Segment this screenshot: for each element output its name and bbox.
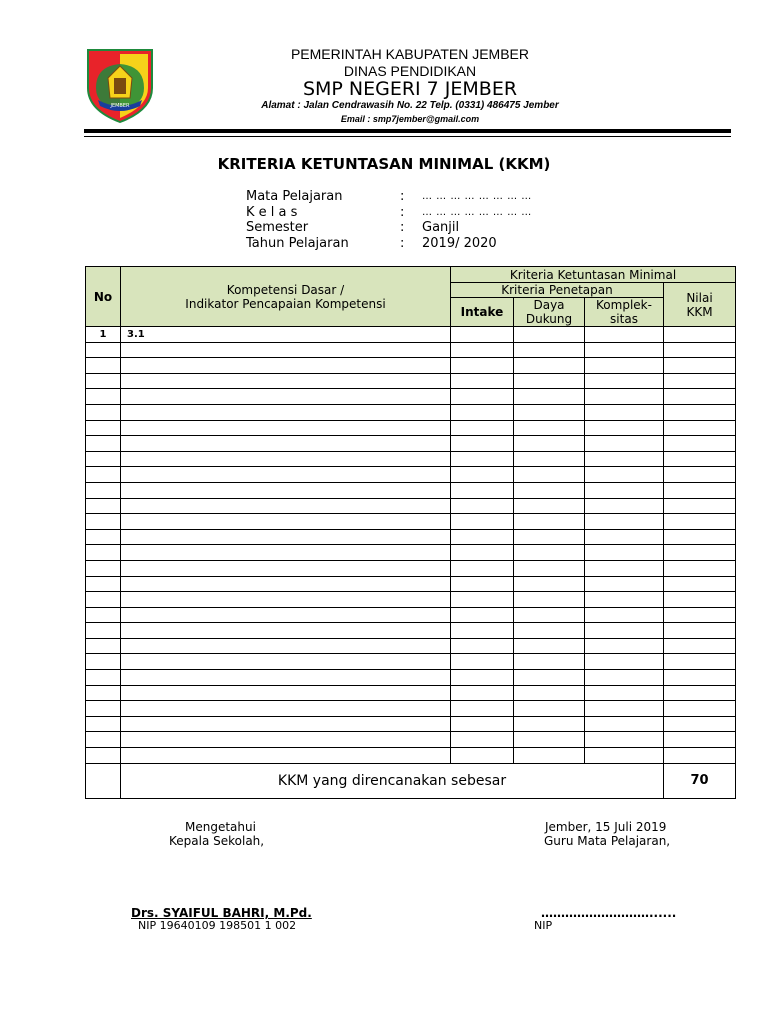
row-no-cell bbox=[86, 732, 121, 748]
row-daya-cell[interactable] bbox=[514, 514, 585, 530]
row-nilai-cell[interactable] bbox=[664, 420, 736, 436]
principal-role: Kepala Sekolah, bbox=[169, 834, 265, 848]
row-nilai-cell[interactable] bbox=[664, 436, 736, 452]
row-intake-cell[interactable] bbox=[451, 467, 514, 483]
row-kd-cell bbox=[121, 545, 451, 561]
table-row bbox=[86, 514, 736, 530]
row-no-cell bbox=[86, 560, 121, 576]
row-daya-cell[interactable] bbox=[514, 670, 585, 686]
row-no-cell: 1 bbox=[86, 327, 121, 343]
row-intake-cell[interactable] bbox=[451, 327, 514, 343]
row-intake-cell[interactable] bbox=[451, 342, 514, 358]
row-no-cell bbox=[86, 592, 121, 608]
info-label: K e l a s bbox=[246, 205, 298, 220]
row-no-cell bbox=[86, 373, 121, 389]
table-row bbox=[86, 482, 736, 498]
teacher-name-blank: ………………………...... bbox=[541, 906, 677, 920]
info-colon: : bbox=[400, 189, 405, 204]
header-divider-thick bbox=[84, 129, 731, 133]
row-kompleks-cell[interactable] bbox=[585, 732, 664, 748]
row-no-cell bbox=[86, 529, 121, 545]
row-kompleks-cell[interactable] bbox=[585, 358, 664, 374]
row-kd-cell bbox=[121, 529, 451, 545]
table-row bbox=[86, 560, 736, 576]
row-intake-cell[interactable] bbox=[451, 716, 514, 732]
row-nilai-cell[interactable] bbox=[664, 670, 736, 686]
row-kd-cell bbox=[121, 451, 451, 467]
row-kompleks-cell[interactable] bbox=[585, 373, 664, 389]
jember-regency-logo bbox=[86, 48, 154, 124]
row-kompleks-cell[interactable] bbox=[585, 623, 664, 639]
row-daya-cell[interactable] bbox=[514, 701, 585, 717]
row-no-cell bbox=[86, 342, 121, 358]
row-daya-cell[interactable] bbox=[514, 498, 585, 514]
row-kompleks-cell[interactable] bbox=[585, 685, 664, 701]
row-no-cell bbox=[86, 545, 121, 561]
row-kompleks-cell[interactable] bbox=[585, 545, 664, 561]
document-title: KRITERIA KETUNTASAN MINIMAL (KKM) bbox=[217, 155, 551, 173]
school-name: SMP NEGERI 7 JEMBER bbox=[302, 78, 518, 100]
row-kd-cell bbox=[121, 748, 451, 764]
row-no-cell bbox=[86, 451, 121, 467]
row-kompleks-cell[interactable] bbox=[585, 638, 664, 654]
row-no-cell bbox=[86, 436, 121, 452]
row-intake-cell[interactable] bbox=[451, 420, 514, 436]
row-kd-cell bbox=[121, 701, 451, 717]
row-daya-cell[interactable] bbox=[514, 607, 585, 623]
department-name: DINAS PENDIDIKAN bbox=[343, 63, 477, 79]
row-kompleks-cell[interactable] bbox=[585, 576, 664, 592]
row-kd-cell bbox=[121, 373, 451, 389]
row-kd-cell bbox=[121, 576, 451, 592]
info-label: Tahun Pelajaran bbox=[246, 236, 349, 251]
col-kompleks-line2: sitas bbox=[610, 312, 638, 326]
row-kompleks-cell[interactable] bbox=[585, 482, 664, 498]
teacher-role: Guru Mata Pelajaran, bbox=[544, 834, 671, 848]
row-kompleks-cell[interactable] bbox=[585, 748, 664, 764]
row-daya-cell[interactable] bbox=[514, 327, 585, 343]
kkm-group-header: Kriteria Ketuntasan Minimal bbox=[451, 267, 736, 283]
principal-nip: NIP 19640109 198501 1 002 bbox=[138, 919, 297, 932]
row-no-cell bbox=[86, 685, 121, 701]
teacher-nip: NIP bbox=[534, 919, 553, 932]
row-intake-cell[interactable] bbox=[451, 638, 514, 654]
row-kd-cell bbox=[121, 467, 451, 483]
col-daya-line2: Dukung bbox=[525, 312, 573, 326]
row-daya-cell[interactable] bbox=[514, 732, 585, 748]
table-row bbox=[86, 498, 736, 514]
row-intake-cell[interactable] bbox=[451, 514, 514, 530]
table-row bbox=[86, 545, 736, 561]
row-daya-cell[interactable] bbox=[514, 623, 585, 639]
info-label: Semester bbox=[246, 220, 309, 235]
row-no-cell bbox=[86, 638, 121, 654]
row-kompleks-cell[interactable] bbox=[585, 327, 664, 343]
row-nilai-cell[interactable] bbox=[664, 654, 736, 670]
row-no-cell bbox=[86, 748, 121, 764]
row-nilai-cell[interactable] bbox=[664, 732, 736, 748]
row-daya-cell[interactable] bbox=[514, 451, 585, 467]
row-nilai-cell[interactable] bbox=[664, 560, 736, 576]
info-colon: : bbox=[400, 220, 405, 235]
row-no-cell bbox=[86, 498, 121, 514]
row-daya-cell[interactable] bbox=[514, 389, 585, 405]
place-date: Jember, 15 Juli 2019 bbox=[545, 820, 667, 834]
row-nilai-cell[interactable] bbox=[664, 623, 736, 639]
row-kd-cell bbox=[121, 685, 451, 701]
row-no-cell bbox=[86, 389, 121, 405]
summary-value: 70 bbox=[664, 763, 736, 798]
table-row bbox=[86, 654, 736, 670]
row-no-cell bbox=[86, 716, 121, 732]
col-kd-header-line2: Indikator Pencapaian Kompetensi bbox=[185, 296, 386, 311]
row-kd-cell bbox=[121, 623, 451, 639]
row-kompleks-cell[interactable] bbox=[585, 514, 664, 530]
row-kompleks-cell[interactable] bbox=[585, 420, 664, 436]
row-kd-cell bbox=[121, 404, 451, 420]
row-kd-cell bbox=[121, 389, 451, 405]
row-intake-cell[interactable] bbox=[451, 670, 514, 686]
row-nilai-cell[interactable] bbox=[664, 342, 736, 358]
row-nilai-cell[interactable] bbox=[664, 576, 736, 592]
row-daya-cell[interactable] bbox=[514, 685, 585, 701]
row-daya-cell[interactable] bbox=[514, 404, 585, 420]
row-intake-cell[interactable] bbox=[451, 436, 514, 452]
row-nilai-cell[interactable] bbox=[664, 701, 736, 717]
row-nilai-cell[interactable] bbox=[664, 451, 736, 467]
row-no-cell bbox=[86, 482, 121, 498]
table-row bbox=[86, 358, 736, 374]
row-no-cell bbox=[86, 514, 121, 530]
row-daya-cell[interactable] bbox=[514, 638, 585, 654]
row-intake-cell[interactable] bbox=[451, 404, 514, 420]
row-kd-cell bbox=[121, 654, 451, 670]
table-row bbox=[86, 623, 736, 639]
row-nilai-cell[interactable] bbox=[664, 638, 736, 654]
row-daya-cell[interactable] bbox=[514, 654, 585, 670]
table-row bbox=[86, 685, 736, 701]
row-intake-cell[interactable] bbox=[451, 482, 514, 498]
row-nilai-cell[interactable] bbox=[664, 607, 736, 623]
table-row bbox=[86, 420, 736, 436]
row-nilai-cell[interactable] bbox=[664, 529, 736, 545]
table-row bbox=[86, 467, 736, 483]
row-kd-cell bbox=[121, 436, 451, 452]
col-daya-line1: Daya bbox=[533, 298, 565, 312]
summary-row bbox=[86, 763, 736, 798]
row-kompleks-cell[interactable] bbox=[585, 701, 664, 717]
row-daya-cell[interactable] bbox=[514, 436, 585, 452]
row-nilai-cell[interactable] bbox=[664, 514, 736, 530]
row-kd-cell bbox=[121, 638, 451, 654]
col-kd-header-line1: Kompetensi Dasar / bbox=[226, 282, 345, 297]
table-row bbox=[86, 576, 736, 592]
school-address: Alamat : Jalan Cendrawasih No. 22 Telp. (0331) 486475 Jember bbox=[261, 100, 559, 111]
table-row bbox=[86, 748, 736, 764]
col-kd-header bbox=[121, 267, 451, 327]
row-kd-cell bbox=[121, 716, 451, 732]
row-kompleks-cell[interactable] bbox=[585, 607, 664, 623]
row-no-cell bbox=[86, 576, 121, 592]
table-row bbox=[86, 638, 736, 654]
row-nilai-cell[interactable] bbox=[664, 389, 736, 405]
criteria-group-header: Kriteria Penetapan bbox=[451, 283, 664, 298]
col-daya-dukung-header bbox=[514, 298, 585, 327]
table-row bbox=[86, 404, 736, 420]
row-kompleks-cell[interactable] bbox=[585, 451, 664, 467]
row-kd-cell bbox=[121, 607, 451, 623]
table-row bbox=[86, 451, 736, 467]
summary-label: KKM yang direncanakan sebesar bbox=[121, 763, 664, 798]
row-kompleks-cell[interactable] bbox=[585, 436, 664, 452]
row-intake-cell[interactable] bbox=[451, 529, 514, 545]
row-daya-cell[interactable] bbox=[514, 342, 585, 358]
summary-no-cell bbox=[86, 763, 121, 798]
row-kd-cell bbox=[121, 560, 451, 576]
col-no-header: No bbox=[86, 267, 121, 327]
row-no-cell bbox=[86, 654, 121, 670]
row-intake-cell[interactable] bbox=[451, 607, 514, 623]
principal-name: Drs. SYAIFUL BAHRI, M.Pd. bbox=[131, 906, 312, 920]
row-intake-cell[interactable] bbox=[451, 358, 514, 374]
kkm-table bbox=[85, 266, 736, 799]
row-intake-cell[interactable] bbox=[451, 592, 514, 608]
row-intake-cell[interactable] bbox=[451, 545, 514, 561]
col-kompleksitas-header bbox=[585, 298, 664, 327]
row-intake-cell[interactable] bbox=[451, 451, 514, 467]
row-nilai-cell[interactable] bbox=[664, 592, 736, 608]
row-intake-cell[interactable] bbox=[451, 701, 514, 717]
col-nilai-header bbox=[664, 283, 736, 327]
row-kompleks-cell[interactable] bbox=[585, 498, 664, 514]
row-kd-cell bbox=[121, 498, 451, 514]
table-row bbox=[86, 373, 736, 389]
table-row bbox=[86, 701, 736, 717]
row-kd-cell bbox=[121, 358, 451, 374]
row-daya-cell[interactable] bbox=[514, 529, 585, 545]
row-intake-cell[interactable] bbox=[451, 576, 514, 592]
info-value: … … … … … … … … bbox=[422, 207, 532, 218]
table-row bbox=[86, 436, 736, 452]
row-nilai-cell[interactable] bbox=[664, 482, 736, 498]
info-value: Ganjil bbox=[422, 220, 460, 235]
row-no-cell bbox=[86, 623, 121, 639]
row-no-cell bbox=[86, 607, 121, 623]
row-intake-cell[interactable] bbox=[451, 560, 514, 576]
row-kd-cell: 3.1 bbox=[121, 327, 451, 343]
row-kompleks-cell[interactable] bbox=[585, 654, 664, 670]
row-nilai-cell[interactable] bbox=[664, 545, 736, 561]
row-kompleks-cell[interactable] bbox=[585, 467, 664, 483]
acknowledged-label: Mengetahui bbox=[185, 820, 256, 834]
col-kompleks-line1: Komplek- bbox=[596, 298, 652, 312]
table-row bbox=[86, 529, 736, 545]
row-daya-cell[interactable] bbox=[514, 560, 585, 576]
row-kompleks-cell[interactable] bbox=[585, 404, 664, 420]
row-kompleks-cell[interactable] bbox=[585, 670, 664, 686]
table-row bbox=[86, 592, 736, 608]
row-kompleks-cell[interactable] bbox=[585, 716, 664, 732]
row-kompleks-cell[interactable] bbox=[585, 529, 664, 545]
row-kd-cell bbox=[121, 670, 451, 686]
school-email: Email : smp7jember@gmail.com bbox=[340, 114, 480, 124]
row-intake-cell[interactable] bbox=[451, 623, 514, 639]
info-label: Mata Pelajaran bbox=[246, 189, 343, 204]
row-intake-cell[interactable] bbox=[451, 373, 514, 389]
government-name: PEMERINTAH KABUPATEN JEMBER bbox=[290, 46, 530, 62]
table-row bbox=[86, 389, 736, 405]
row-no-cell bbox=[86, 701, 121, 717]
row-daya-cell[interactable] bbox=[514, 716, 585, 732]
row-intake-cell[interactable] bbox=[451, 654, 514, 670]
row-no-cell bbox=[86, 404, 121, 420]
row-nilai-cell[interactable] bbox=[664, 404, 736, 420]
row-kompleks-cell[interactable] bbox=[585, 592, 664, 608]
row-nilai-cell[interactable] bbox=[664, 467, 736, 483]
row-kd-cell bbox=[121, 342, 451, 358]
table-row bbox=[86, 732, 736, 748]
header-divider-thin bbox=[84, 136, 731, 137]
row-no-cell bbox=[86, 420, 121, 436]
row-intake-cell[interactable] bbox=[451, 732, 514, 748]
logo-text: JEMBER bbox=[110, 103, 130, 109]
row-daya-cell[interactable] bbox=[514, 545, 585, 561]
row-nilai-cell[interactable] bbox=[664, 748, 736, 764]
table-row bbox=[86, 716, 736, 732]
row-no-cell bbox=[86, 467, 121, 483]
row-kompleks-cell[interactable] bbox=[585, 342, 664, 358]
row-daya-cell[interactable] bbox=[514, 358, 585, 374]
row-no-cell bbox=[86, 358, 121, 374]
row-daya-cell[interactable] bbox=[514, 467, 585, 483]
info-colon: : bbox=[400, 205, 405, 220]
row-kd-cell bbox=[121, 514, 451, 530]
row-daya-cell[interactable] bbox=[514, 373, 585, 389]
info-value: 2019/ 2020 bbox=[422, 236, 497, 251]
col-nilai-line1: Nilai bbox=[686, 290, 713, 305]
row-kd-cell bbox=[121, 732, 451, 748]
row-daya-cell[interactable] bbox=[514, 748, 585, 764]
row-intake-cell[interactable] bbox=[451, 748, 514, 764]
row-kd-cell bbox=[121, 420, 451, 436]
row-intake-cell[interactable] bbox=[451, 685, 514, 701]
row-daya-cell[interactable] bbox=[514, 592, 585, 608]
row-intake-cell[interactable] bbox=[451, 389, 514, 405]
row-nilai-cell[interactable] bbox=[664, 498, 736, 514]
row-nilai-cell[interactable] bbox=[664, 685, 736, 701]
info-value: … … … … … … … … bbox=[422, 191, 532, 202]
col-nilai-line2: KKM bbox=[686, 304, 713, 319]
col-intake-header: Intake bbox=[451, 298, 514, 327]
row-intake-cell[interactable] bbox=[451, 498, 514, 514]
row-nilai-cell[interactable] bbox=[664, 358, 736, 374]
row-kd-cell bbox=[121, 592, 451, 608]
row-kd-cell bbox=[121, 482, 451, 498]
info-colon: : bbox=[400, 236, 405, 251]
table-row bbox=[86, 607, 736, 623]
row-kompleks-cell[interactable] bbox=[585, 560, 664, 576]
table-row bbox=[86, 327, 736, 343]
row-no-cell bbox=[86, 670, 121, 686]
table-row bbox=[86, 670, 736, 686]
row-nilai-cell[interactable] bbox=[664, 327, 736, 343]
row-kompleks-cell[interactable] bbox=[585, 389, 664, 405]
row-daya-cell[interactable] bbox=[514, 482, 585, 498]
row-daya-cell[interactable] bbox=[514, 420, 585, 436]
row-daya-cell[interactable] bbox=[514, 576, 585, 592]
table-row bbox=[86, 342, 736, 358]
row-nilai-cell[interactable] bbox=[664, 373, 736, 389]
row-nilai-cell[interactable] bbox=[664, 716, 736, 732]
